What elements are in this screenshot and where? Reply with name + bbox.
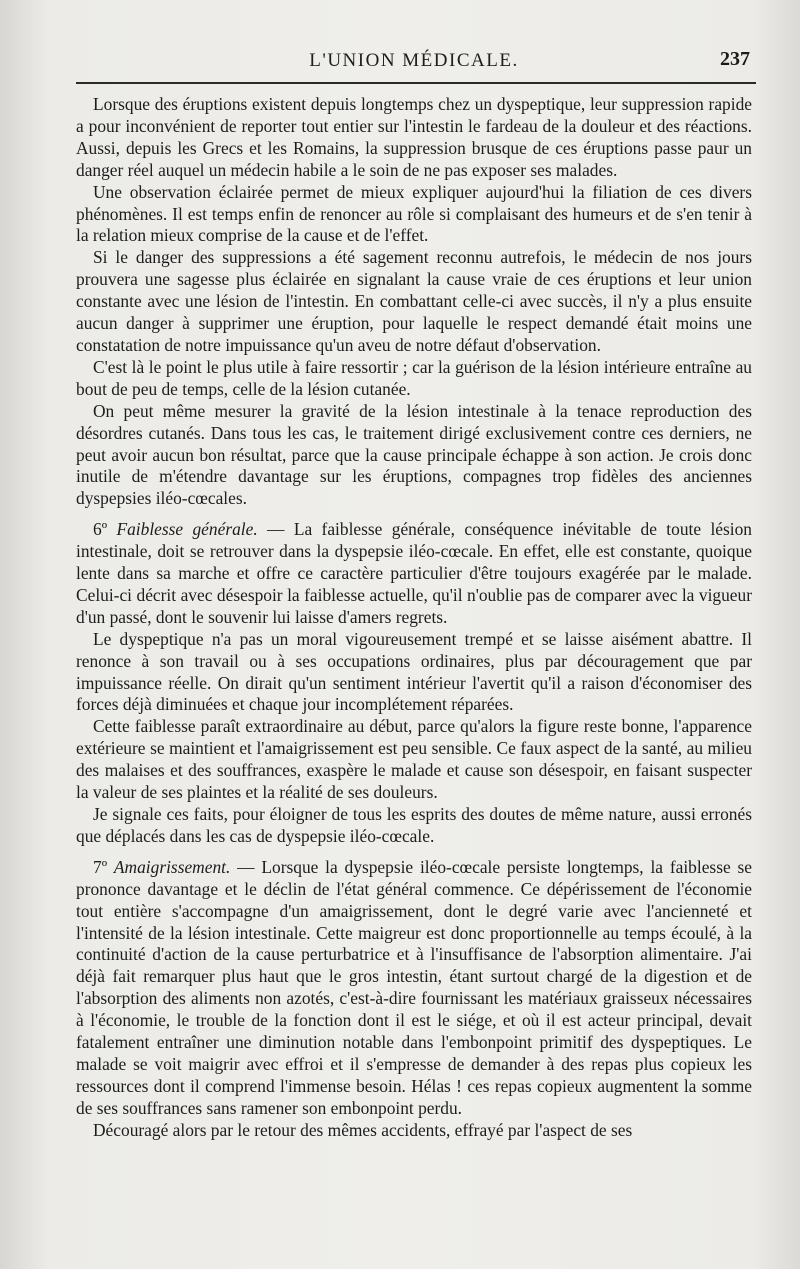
section-paragraph — [76, 519, 752, 629]
paragraph: C'est là le point le plus utile à faire ressortir ; car la guérison de la lésion intérieure entraîne au bout de peu de temps, celle de la lésion cutanée. — [76, 356, 752, 399]
paragraph: Lorsque des éruptions existent depuis longtemps chez un dyspeptique, leur suppression rapide a pour inconvénient de reporter tout entier sur l'intestin le fardeau de la douleur et des réactions. Aussi, depuis les Grecs et les Romains, la suppression brusque de ces éruptions passe paur un danger réel auquel un médecin habile a le soin de ne pas exposer ses malades. — [76, 94, 752, 180]
body-text — [76, 94, 752, 1142]
paragraph: Une observation éclairée permet de mieux expliquer aujourd'hui la filiation de ces divers phénomènes. Il est temps enfin de renoncer au rôle si complaisant des humeurs et de s'en tenir à la relation mieux comprise de la cause et de l'effet. — [76, 181, 752, 246]
page-number: 237 — [720, 48, 750, 70]
section-number: 6º — [93, 519, 108, 540]
section-paragraph — [76, 857, 752, 1120]
section-text: — La faiblesse générale, conséquence inévitable de toute lésion intestinale, doit se retrouver dans la dyspepsie iléo-cœcale. En effet, elle est constante, quoique lente dans sa marche et offre ce caractère particulier d'être toujours exagérée par le malade. Celui-ci décrit avec désespoir la faiblesse actuelle, qu'il n'oublie pas de comparer avec la vigueur d'un passé, dont le souvenir lui laisse d'amers regrets. — [76, 519, 752, 627]
page-header — [76, 44, 752, 84]
paragraph: Cette faiblesse paraît extraordinaire au début, parce qu'alors la figure reste bonne, l'apparence extérieure se maintient et l'amaigrissement est peu sensible. Ce faux aspect de la santé, au milieu des malaises et des souffrances, exaspère le malade et cause son désespoir, en faisant suspecter la valeur de ses plaintes et la réalité de ses douleurs. — [76, 716, 752, 803]
paragraph: Le dyspeptique n'a pas un moral vigoureusement trempé et se laisse aisément abattre. Il renonce à son travail ou à ses occupations ordinaires, plus par découragement que par impuissance réelle. On dirait qu'un sentiment intérieur l'avertit qu'il a raison d'économiser des forces déjà diminuées et chaque jour incomplétement réparées. — [76, 628, 752, 715]
section-text: — Lorsque la dyspepsie iléo-cœcale persiste longtemps, la faiblesse se prononce davantage et le déclin de l'état général commence. Ce dépérissement de l'économie tout entière s'accompagne d'un amaigrissement, dont le degré varie avec l'ancienneté et l'intensité de la lésion intestinale. Cette maigreur est donc proportionnelle au temps écoulé, à la continuité d'action de la cause perturbatrice et à l'insuffisance de l'absorption alimentaire. J'ai déjà fait remarquer plus haut que le gros intestin, étant surtout chargé de la digestion et de l'absorption des aliments non azotés, c'est-à-dire fournissant les matériaux graisseux nécessaires à l'économie, le trouble de la fonction dont il est le siége, et où il est acteur principal, devait fatalement entraîner une diminution notable dans l'embonpoint primitif des dyspeptiques. Le malade se voit maigrir avec effroi et il s'empresse de demander à des repas plus copieux les ressources dont il comprend l'immense besoin. Hélas ! ces repas copieux augmentent la somme de ses souffrances sans ramener son embonpoint perdu. — [76, 856, 752, 1118]
header-rule — [76, 82, 756, 84]
paragraph: Je signale ces faits, pour éloigner de tous les esprits des doutes de même nature, aussi erronés que déplacés dans les cas de dyspepsie iléo-cœcale. — [76, 804, 752, 846]
section-number: 7º — [93, 856, 108, 877]
section-heading: Amaigrissement. — [113, 856, 231, 877]
running-title: L'UNION MÉDICALE. — [309, 50, 519, 71]
paragraph: Si le danger des suppressions a été sagement reconnu autrefois, le médecin de nos jours prouvera une sagesse plus éclairée en signalant la cause vraie de ces éruptions et leur union constante avec une lésion de l'intestin. En combattant celle-ci avec succès, il n'y a plus ensuite aucun danger à supprimer une éruption, pour laquelle le respect demandé était moins une constatation de notre impuissance qu'un aveu de notre défaut d'observation. — [76, 247, 752, 355]
section-heading: Faiblesse générale. — [116, 519, 258, 540]
paragraph: On peut même mesurer la gravité de la lésion intestinale à la tenace reproduction des désordres cutanés. Dans tous les cas, le traitement dirigé exclusivement contre ces derniers, ne peut avoir aucun bon résultat, parce que la cause principale échappe à son action. Je crois donc inutile de m'étendre davantage sur les éruptions, compagnes trop fidèles des anciennes dyspepsies iléo-cœcales. — [76, 400, 752, 509]
paragraph: Découragé alors par le retour des mêmes accidents, effrayé par l'aspect de ses — [93, 1119, 633, 1140]
